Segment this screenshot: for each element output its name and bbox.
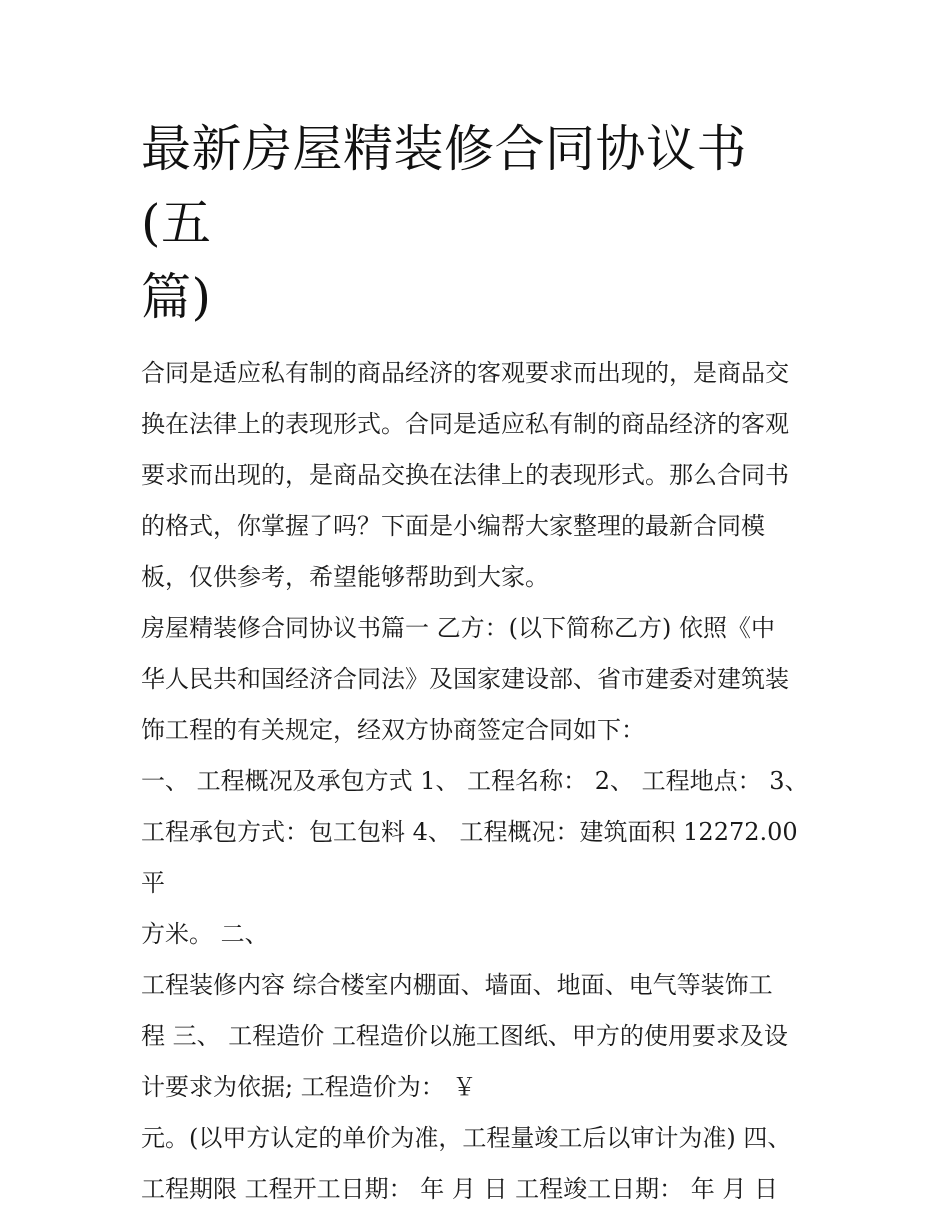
text-line: 一、 工程概况及承包方式 1、 工程名称： 2、 工程地点： 3、 <box>141 767 809 795</box>
document-body <box>141 112 813 1215</box>
text-line: 方米。 二、 <box>141 920 269 948</box>
project-overview-paragraph <box>141 756 813 960</box>
intro-paragraph <box>141 348 813 603</box>
text-line: 工程承包方式：包工包料 4、 工程概况：建筑面积 12272.00 平 <box>141 818 798 897</box>
text-line: 工程装修内容 综合楼室内棚面、墙面、地面、电气等装饰工 <box>141 971 773 999</box>
document-title <box>141 112 813 334</box>
title-line: 篇) <box>141 268 212 326</box>
text-line: 计要求为依据; 工程造价为： ￥ <box>141 1073 477 1101</box>
text-line: 换在法律上的表现形式。合同是适应私有制的商品经济的客观 <box>141 410 789 438</box>
text-line: 元。(以甲方认定的单价为准，工程量竣工后以审计为准) 四、 <box>141 1124 792 1152</box>
text-line: 要求而出现的，是商品交换在法律上的表现形式。那么合同书 <box>141 461 789 489</box>
contract-preamble-paragraph <box>141 603 813 756</box>
text-line: 程 三、 工程造价 工程造价以施工图纸、甲方的使用要求及设 <box>141 1022 788 1050</box>
title-line: 最新房屋精装修合同协议书(五 <box>141 120 747 252</box>
text-line: 的格式，你掌握了吗？下面是小编帮大家整理的最新合同模 <box>141 512 765 540</box>
project-content-paragraph <box>141 960 813 1113</box>
text-line: 工程期限 工程开工日期： 年 月 日 工程竣工日期： 年 月 日 <box>141 1175 779 1203</box>
text-line: 板，仅供参考，希望能够帮助到大家。 <box>141 563 549 591</box>
project-period-paragraph <box>141 1113 813 1215</box>
text-line: 合同是适应私有制的商品经济的客观要求而出现的，是商品交 <box>141 359 789 387</box>
text-line: 房屋精装修合同协议书篇一 乙方：(以下简称乙方) 依照《中 <box>141 614 775 642</box>
text-line: 饰工程的有关规定，经双方协商签定合同如下： <box>141 716 645 744</box>
text-line: 华人民共和国经济合同法》及国家建设部、省市建委对建筑装 <box>141 665 789 693</box>
